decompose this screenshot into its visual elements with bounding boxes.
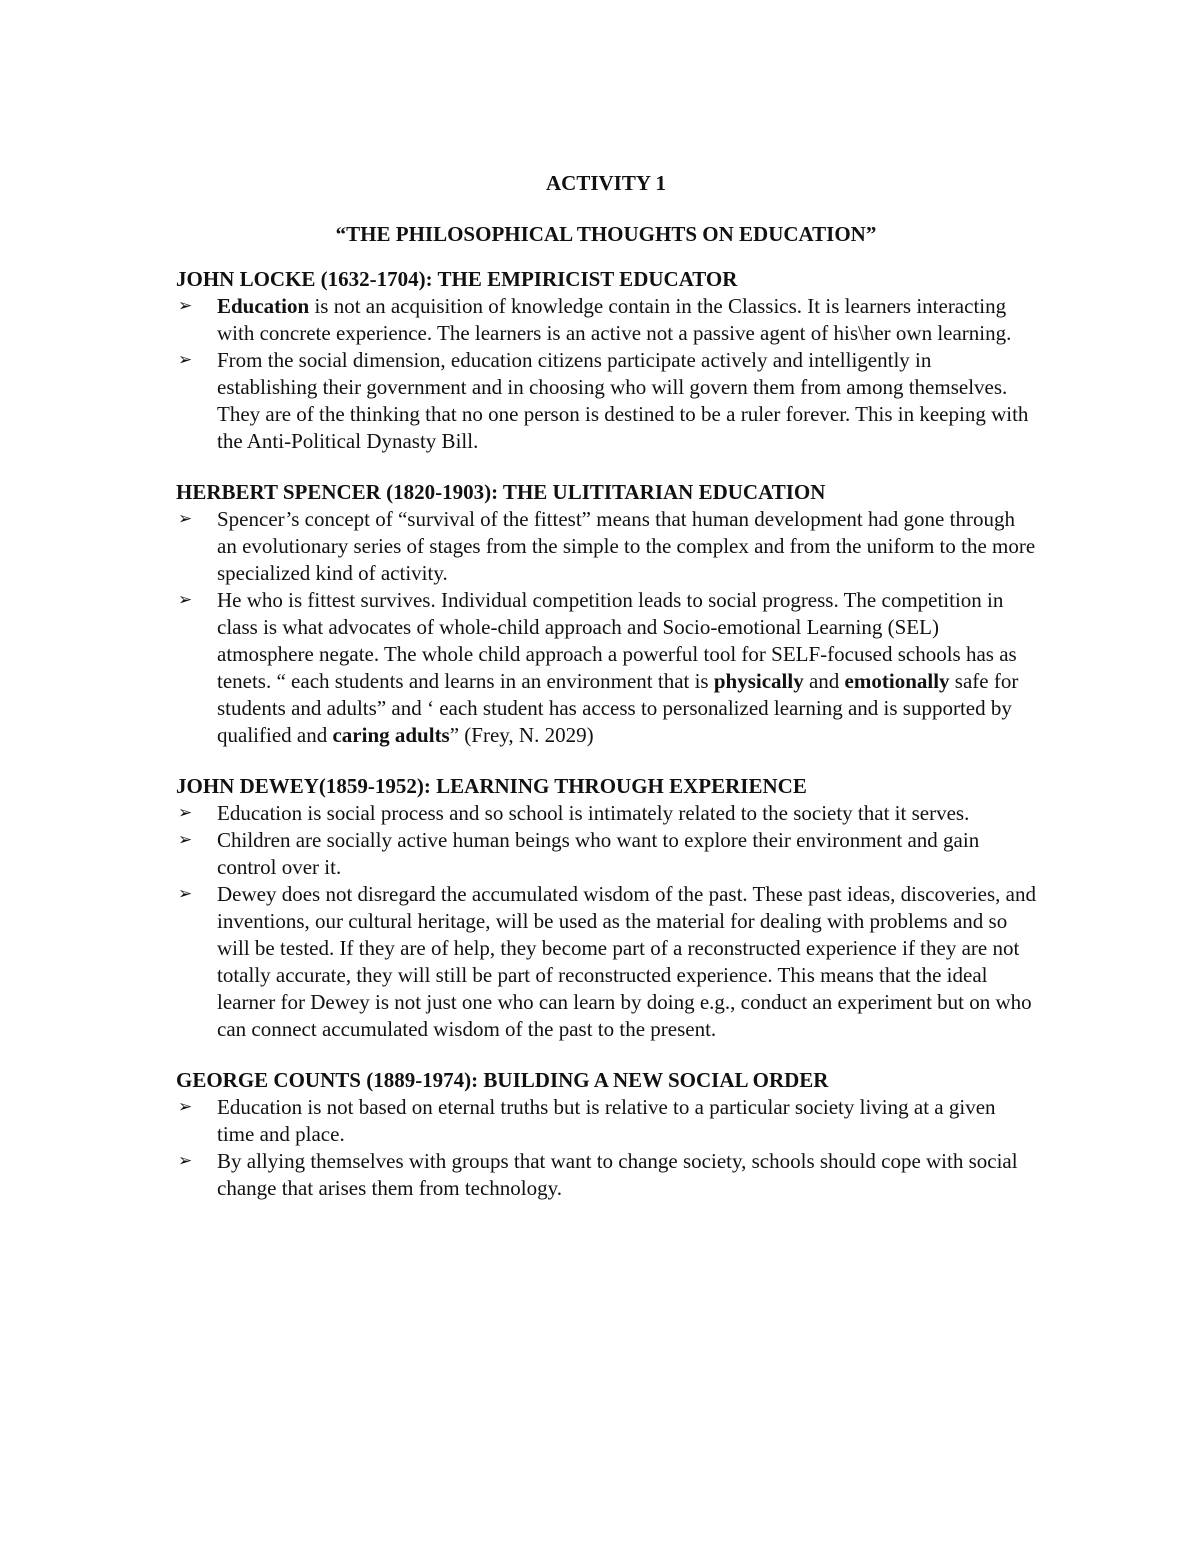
arrowhead-bullet-icon: ➢ — [178, 803, 193, 823]
arrowhead-bullet-icon: ➢ — [178, 350, 193, 370]
list-item-text: Dewey does not disregard the accumulated wisdom of the past. These past ideas, discoveries, and inventions, our cultural heritage, will be used as the material for dealing with problems and so will be tested. If they are of help, they become part of a reconstructed experience if they are not totally accurate, they will still be part of reconstructed experience. This means that the ideal learner for Dewey is not just one who can learn by doing e.g., conduct an experiment but on who can connect accumulated wisdom of the past to the present. — [217, 882, 1036, 1041]
list-item — [176, 800, 1036, 827]
list-item-text: is not an acquisition of knowledge contain in the Classics. It is learners interacting with concrete experience. The learners is an active not a passive agent of his\her own learning. — [217, 294, 1012, 345]
bold-term: physically — [713, 669, 804, 693]
list-item-text: ” (Frey, N. 2029) — [449, 723, 594, 747]
list-item — [176, 587, 1036, 749]
list-item-text: Education is not based on eternal truths but is relative to a particular society living at a given time and place. — [217, 1095, 996, 1146]
document-title: ACTIVITY 1 — [546, 171, 666, 195]
arrowhead-bullet-icon: ➢ — [178, 509, 193, 529]
list-item — [176, 827, 1036, 881]
arrowhead-bullet-icon: ➢ — [178, 884, 193, 904]
list-item — [176, 293, 1036, 347]
list-item — [176, 1148, 1036, 1202]
list-item-text: safe for students and adults” and ‘ each student has access to personalized learning and is supported by qualified and — [217, 669, 1019, 747]
list-item-text: and — [803, 669, 845, 693]
list-item — [176, 347, 1036, 455]
list-item — [176, 506, 1036, 587]
document-page — [176, 170, 1036, 1202]
arrowhead-bullet-icon: ➢ — [178, 1151, 193, 1171]
bullet-list — [176, 506, 1036, 749]
document-subtitle: “THE PHILOSOPHICAL THOUGHTS ON EDUCATION” — [335, 222, 877, 246]
list-item-text: Spencer’s concept of “survival of the fittest” means that human development had gone through an evolutionary series of stages from the simple to the complex and from the uniform to the more specialized kind of activity. — [217, 507, 1036, 585]
list-item-text: He who is fittest survives. Individual competition leads to social progress. The competition in class is what advocates of whole-child approach and Socio-emotional Learning (SEL) atmosphere negate. The whole child approach a powerful tool for SELF-focused schools has as tenets. “ each students and learns in an environment that is — [217, 588, 1017, 693]
list-item-text: From the social dimension, education citizens participate actively and intelligently in establishing their government and in choosing who will govern them from among themselves. They are of the thinking that no one person is destined to be a ruler forever. This in keeping with the Anti-Political Dynasty Bill. — [217, 348, 1029, 453]
list-item-text: Children are socially active human beings who want to explore their environment and gain control over it. — [217, 828, 980, 879]
section-heading: GEORGE COUNTS (1889-1974): BUILDING A NEW SOCIAL ORDER — [176, 1068, 829, 1092]
bold-term: caring adults — [332, 723, 450, 747]
list-item-text: By allying themselves with groups that want to change society, schools should cope with social change that arises them from technology. — [217, 1149, 1018, 1200]
bold-term: emotionally — [844, 669, 950, 693]
section-herbert-spencer — [176, 479, 1036, 749]
list-item-text: Education is social process and so school is intimately related to the society that it serves. — [217, 801, 970, 825]
list-item — [176, 881, 1036, 1043]
section-heading: JOHN DEWEY(1859-1952): LEARNING THROUGH EXPERIENCE — [176, 774, 807, 798]
bullet-list — [176, 800, 1036, 1043]
arrowhead-bullet-icon: ➢ — [178, 1097, 193, 1117]
section-heading: HERBERT SPENCER (1820-1903): THE ULITITARIAN EDUCATION — [176, 480, 826, 504]
bullet-list — [176, 1094, 1036, 1202]
section-heading: JOHN LOCKE (1632-1704): THE EMPIRICIST EDUCATOR — [176, 267, 738, 291]
section-george-counts — [176, 1067, 1036, 1202]
arrowhead-bullet-icon: ➢ — [178, 590, 193, 610]
list-item — [176, 1094, 1036, 1148]
bullet-list — [176, 293, 1036, 455]
arrowhead-bullet-icon: ➢ — [178, 830, 193, 850]
section-john-dewey — [176, 773, 1036, 1043]
section-john-locke — [176, 266, 1036, 455]
arrowhead-bullet-icon: ➢ — [178, 296, 193, 316]
bold-lead: Education — [217, 294, 310, 318]
